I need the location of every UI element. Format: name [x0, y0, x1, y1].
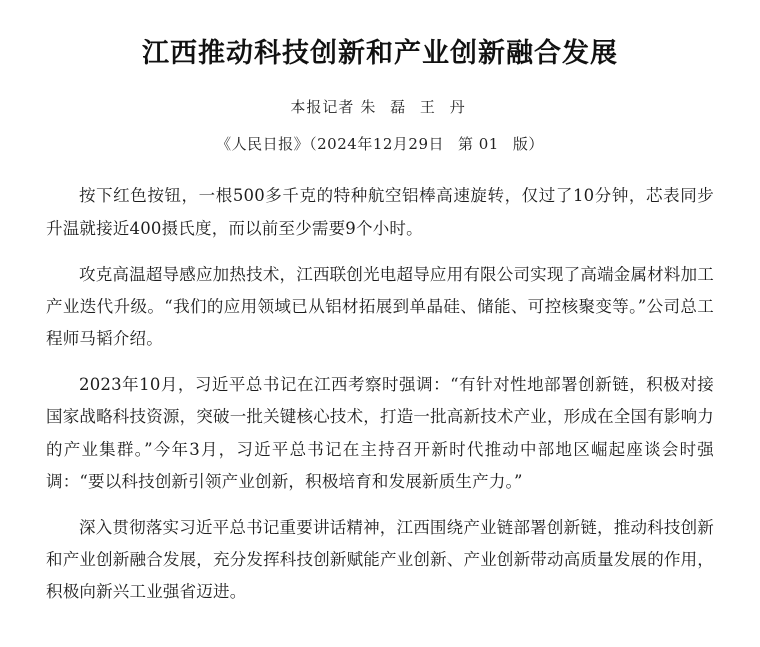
source-line [46, 133, 714, 154]
paragraph: 攻克高温超导感应加热技术，江西联创光电超导应用有限公司实现了高端金属材料加工产业迭代升级。“我们的应用领域已从铝材拓展到单晶硅、储能、可控核聚变等。”公司总工程师马韬介绍。 [46, 264, 714, 349]
publication-date: （2024年12月29日 [309, 135, 444, 154]
byline [46, 96, 714, 117]
article-body [46, 180, 714, 622]
paragraph: 按下红色按钮，一根500多千克的特种航空铝棒高速旋转，仅过了10分钟，芯表同步升温就接近400摄氏度，而以前至少需要9个小时。 [46, 186, 714, 238]
edition-number: 第 01 [458, 135, 499, 154]
reporter-label: 本报记者 [290, 98, 355, 117]
edition-suffix: 版） [512, 135, 544, 154]
paragraph: 2023年10月，习近平总书记在江西考察时强调：“有针对性地部署创新链，积极对接国家战略科技资源，突破一批关键核心技术，打造一批高新技术产业，形成在全国有影响力的产业集群。”今年3月，习近平总书记在主持召开新时代推动中部地区崛起座谈会时强调：“要以科技创新引领产业创新，积极培育和发展新质生产力。” [46, 375, 714, 491]
reporter-names: 朱 磊 王 丹 [360, 98, 470, 117]
page-title: 江西推动科技创新和产业创新融合发展 [142, 38, 618, 69]
publication-name: 《人民日报》 [216, 135, 310, 154]
paragraph: 深入贯彻落实习近平总书记重要讲话精神，江西围绕产业链部署创新链，推动科技创新和产业创新融合发展，充分发挥科技创新赋能产业创新、产业创新带动高质量发展的作用，积极向新兴工业强省迈进。 [46, 517, 714, 602]
